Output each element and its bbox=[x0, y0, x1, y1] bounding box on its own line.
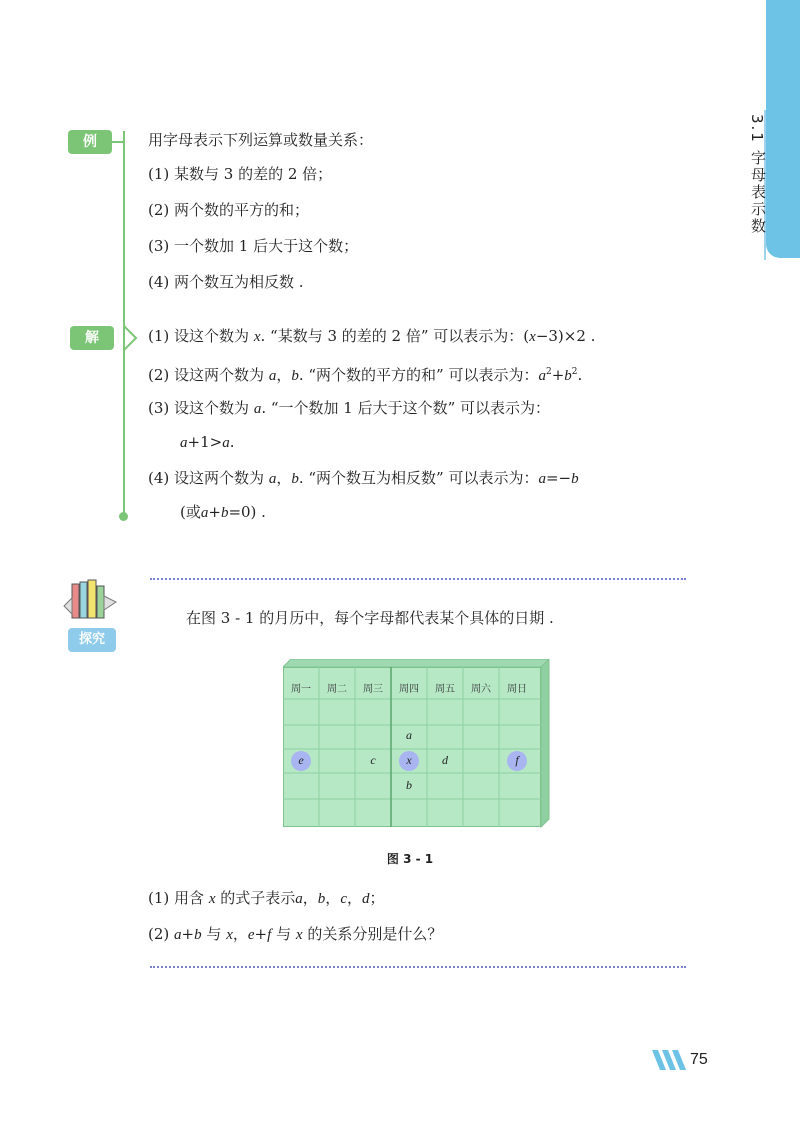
solution-line-4-cont: (或a+b=0) . bbox=[180, 503, 266, 521]
example-item-2: (2) 两个数的平方的和； bbox=[148, 201, 310, 219]
weekday-mon: 周一 bbox=[291, 684, 311, 695]
explore-top-divider bbox=[150, 578, 686, 580]
page-number-stripes-icon bbox=[652, 1050, 688, 1070]
weekday-thu: 周四 bbox=[399, 684, 419, 695]
solution-line-2: (2) 设这两个数为 a，b. “两个数的平方的和” 可以表示为：$a^2+b^2$. bbox=[148, 366, 583, 384]
explore-intro: 在图 3 - 1 的月历中，每个字母都代表某个具体的日期 . bbox=[186, 609, 554, 627]
weekday-wed: 周三 bbox=[363, 684, 383, 695]
explore-badge: 探究 bbox=[68, 628, 116, 652]
calendar-letter-f: f bbox=[515, 753, 519, 767]
calendar-letter-c: c bbox=[370, 753, 376, 767]
example-badge: 例 bbox=[68, 130, 112, 154]
chapter-side-tab bbox=[766, 0, 800, 258]
weekday-tue: 周二 bbox=[327, 684, 347, 695]
explore-question-1: (1) 用含 x 的式子表示a，b，c，d； bbox=[148, 889, 385, 907]
figure-caption: 图 3 - 1 bbox=[386, 852, 434, 866]
explore-bottom-divider bbox=[150, 966, 686, 968]
books-icon bbox=[60, 578, 120, 622]
solution-line-3-cont: a+1>a. bbox=[180, 433, 235, 451]
solution-badge: 解 bbox=[70, 326, 114, 350]
solution-line-4: (4) 设这两个数为 a，b. “两个数互为相反数” 可以表示为：a=−b bbox=[148, 469, 579, 487]
section-title: 字母表示数 bbox=[749, 150, 767, 235]
solution-arrow-icon bbox=[114, 324, 140, 352]
solution-end-dot bbox=[119, 512, 128, 521]
weekday-sat: 周六 bbox=[471, 684, 491, 695]
calendar-letter-x: x bbox=[406, 753, 412, 767]
calendar-letter-d: d bbox=[442, 753, 448, 767]
example-intro: 用字母表示下列运算或数量关系： bbox=[148, 131, 374, 149]
example-item-4: (4) 两个数互为相反数 . bbox=[148, 273, 304, 291]
solution-line-3: (3) 设这个数为 a. “一个数加 1 后大于这个数” 可以表示为： bbox=[148, 399, 551, 417]
example-item-1: (1) 某数与 3 的差的 2 倍； bbox=[148, 165, 333, 183]
example-item-3: (3) 一个数加 1 后大于这个数； bbox=[148, 237, 359, 255]
section-number: 3.1 bbox=[748, 114, 766, 144]
page-number: 75 bbox=[690, 1051, 708, 1068]
weekday-fri: 周五 bbox=[435, 684, 455, 695]
calendar-letter-e: e bbox=[298, 753, 304, 767]
weekday-sun: 周日 bbox=[507, 684, 527, 695]
calendar-letter-b: b bbox=[406, 778, 412, 792]
solution-line-1: (1) 设这个数为 x. “某数与 3 的差的 2 倍” 可以表示为：(x−3)×2 . bbox=[148, 327, 596, 345]
calendar-letter-a: a bbox=[406, 728, 412, 742]
explore-question-2: (2) a+b 与 x，e+f 与 x 的关系分别是什么？ bbox=[148, 925, 443, 943]
